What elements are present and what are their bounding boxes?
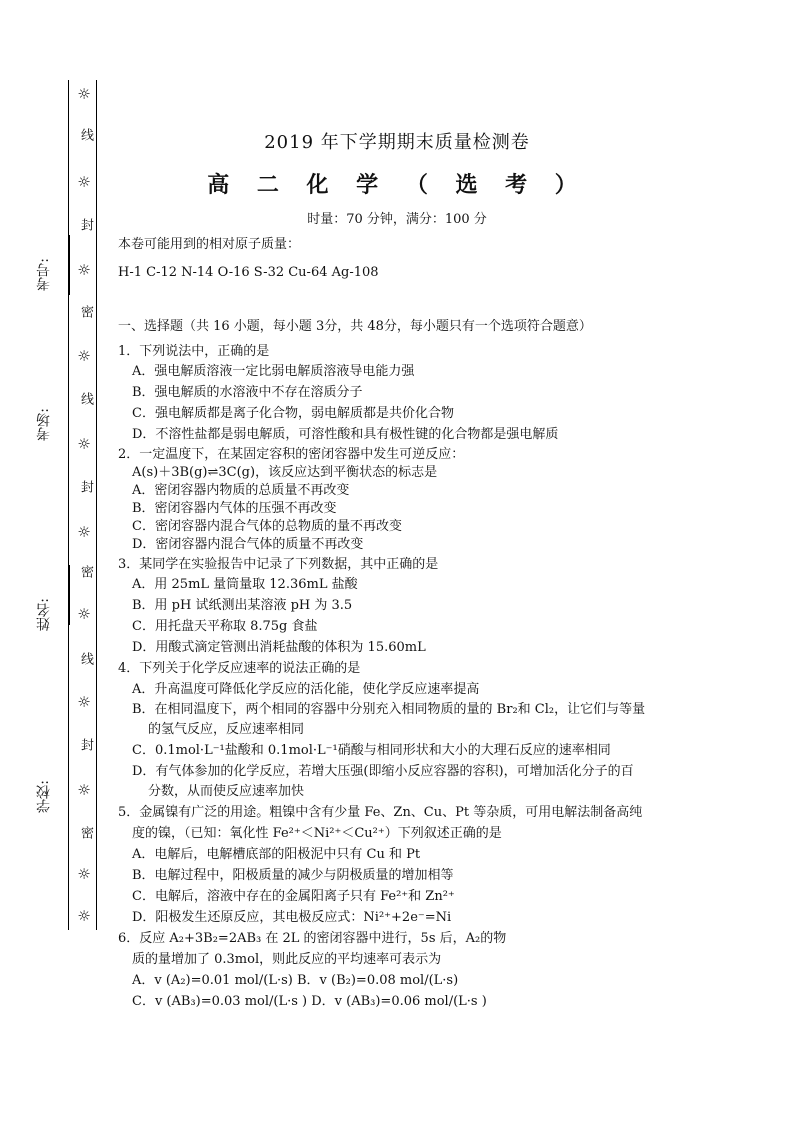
option: A．密闭容器内物质的总质量不再改变 — [132, 483, 350, 498]
sun-icon: ☼ — [77, 347, 91, 365]
sun-icon: ☼ — [77, 693, 91, 711]
sun-icon: ☼ — [77, 523, 91, 541]
label-school: 学校: — [36, 780, 52, 813]
option: C．用托盘天平称取 8.75g 食盐 — [132, 619, 318, 634]
label-name: 姓名: — [36, 598, 52, 631]
question-stem: 5．金属镍有广泛的用途。粗镍中含有少量 Fe、Zn、Cu、Pt 等杂质，可用电解法制备高纯 — [118, 805, 643, 820]
binding-mark: 封 — [78, 738, 93, 751]
question-stem-continued: 度的镍，（已知：氧化性 Fe²⁺＜Ni²⁺＜Cu²⁺）下列叙述正确的是 — [132, 826, 502, 841]
question-stem: 1．下列说法中，正确的是 — [118, 344, 270, 359]
question-stem: 2．一定温度下，在某固定容积的密闭容器中发生可逆反应： — [118, 447, 465, 462]
question-stem: 6．反应 A₂+3B₂=2AB₃ 在 2L 的密闭容器中进行，5s 后，A₂的物 — [118, 931, 507, 946]
binding-mark: 密 — [78, 826, 93, 839]
page-title: 2019 年下学期期末质量检测卷 — [264, 132, 530, 153]
section-heading: 一、选择题（共 16 小题，每小题 3分，共 48分，每小题只有一个选项符合题意） — [118, 319, 592, 334]
atomic-masses: H-1 C-12 N-14 O-16 S-32 Cu-64 Ag-108 — [118, 265, 379, 280]
option: D．不溶性盐都是弱电解质，可溶性酸和具有极性键的化合物都是强电解质 — [132, 427, 559, 442]
option: B．用 pH 试纸测出某溶液 pH 为 3.5 — [132, 598, 353, 613]
option: B．在相同温度下，两个相同的容器中分别充入相同物质的量的 Br₂和 Cl₂，让它们与等量 — [132, 702, 646, 717]
sun-icon: ☼ — [77, 261, 91, 279]
sun-icon: ☼ — [77, 865, 91, 883]
question-stem-continued: 质的量增加了 0.3mol，则此反应的平均速率可表示为 — [132, 952, 442, 967]
option: D．有气体参加的化学反应，若增大压强(即缩小反应容器的容积)，可增加活化分子的百 — [132, 764, 634, 779]
label-exam-number: 考号: — [36, 258, 52, 291]
option: B．强电解质的水溶液中不存在溶质分子 — [132, 385, 363, 400]
sun-icon: ☼ — [77, 85, 91, 103]
option-continued: 分数，从而使反应速率加快 — [148, 784, 305, 799]
sun-icon: ☼ — [77, 907, 91, 925]
sun-icon: ☼ — [77, 781, 91, 799]
time-score: 时量：70 分钟，满分：100 分 — [307, 212, 487, 227]
sun-icon: ☼ — [77, 173, 91, 191]
binding-mark: 封 — [78, 218, 93, 231]
option: C．电解后，溶液中存在的金属阳离子只有 Fe²⁺和 Zn²⁺ — [132, 889, 455, 904]
option: D．阳极发生还原反应，其电极反应式：Ni²⁺+2e⁻=Ni — [132, 910, 452, 925]
binding-mark: 封 — [78, 480, 93, 493]
binding-mark: 线 — [78, 392, 93, 405]
option: C．密闭容器内混合气体的总物质的量不再改变 — [132, 519, 402, 534]
label-exam-room: 考场: — [36, 408, 52, 441]
binding-mark: 密 — [78, 565, 93, 578]
option: C．v (AB₃)=0.03 mol/(L·s ) D．v (AB₃)=0.06 mol/(L·s ) — [132, 994, 487, 1009]
option: A．电解后，电解槽底部的阳极泥中只有 Cu 和 Pt — [132, 847, 421, 862]
question-stem: 3．某同学在实验报告中记录了下列数据，其中正确的是 — [118, 557, 439, 572]
option: A．v (A₂)=0.01 mol/(L·s) B．v (B₂)=0.08 mol/(L·s) — [132, 973, 459, 988]
option: B．密闭容器内气体的压强不再改变 — [132, 501, 337, 516]
binding-thick-segment — [68, 565, 70, 625]
binding-mark: 线 — [78, 128, 93, 141]
option: A．强电解质溶液一定比弱电解质溶液导电能力强 — [132, 364, 415, 379]
option: D．密闭容器内混合气体的质量不再改变 — [132, 537, 364, 552]
sun-icon: ☼ — [77, 605, 91, 623]
question-stem: 4．下列关于化学反应速率的说法正确的是 — [118, 661, 361, 676]
subject-title: 高 二 化 学 （ 选 考 ） — [207, 172, 587, 198]
option: B．电解过程中，阳极质量的减少与阴极质量的增加相等 — [132, 868, 454, 883]
binding-thick-segment — [68, 235, 70, 295]
binding-mark: 密 — [78, 305, 93, 318]
option-continued: 的氢气反应，反应速率相同 — [148, 722, 305, 737]
sun-icon: ☼ — [77, 435, 91, 453]
equation: A(s)＋3B(g)⇌3C(g)，该反应达到平衡状态的标志是 — [132, 465, 438, 480]
option: A．用 25mL 量筒量取 12.36mL 盐酸 — [132, 577, 358, 592]
option: A．升高温度可降低化学反应的活化能，使化学反应速率提高 — [132, 682, 480, 697]
intro-text: 本卷可能用到的相对原子质量： — [118, 237, 301, 252]
option: C．强电解质都是离子化合物，弱电解质都是共价化合物 — [132, 406, 454, 421]
binding-mark: 线 — [78, 652, 93, 665]
option: C．0.1mol·L⁻¹盐酸和 0.1mol·L⁻¹硝酸与相同形状和大小的大理石反应的速率相同 — [132, 743, 611, 758]
option: D．用酸式滴定管测出消耗盐酸的体积为 15.60mL — [132, 640, 426, 655]
